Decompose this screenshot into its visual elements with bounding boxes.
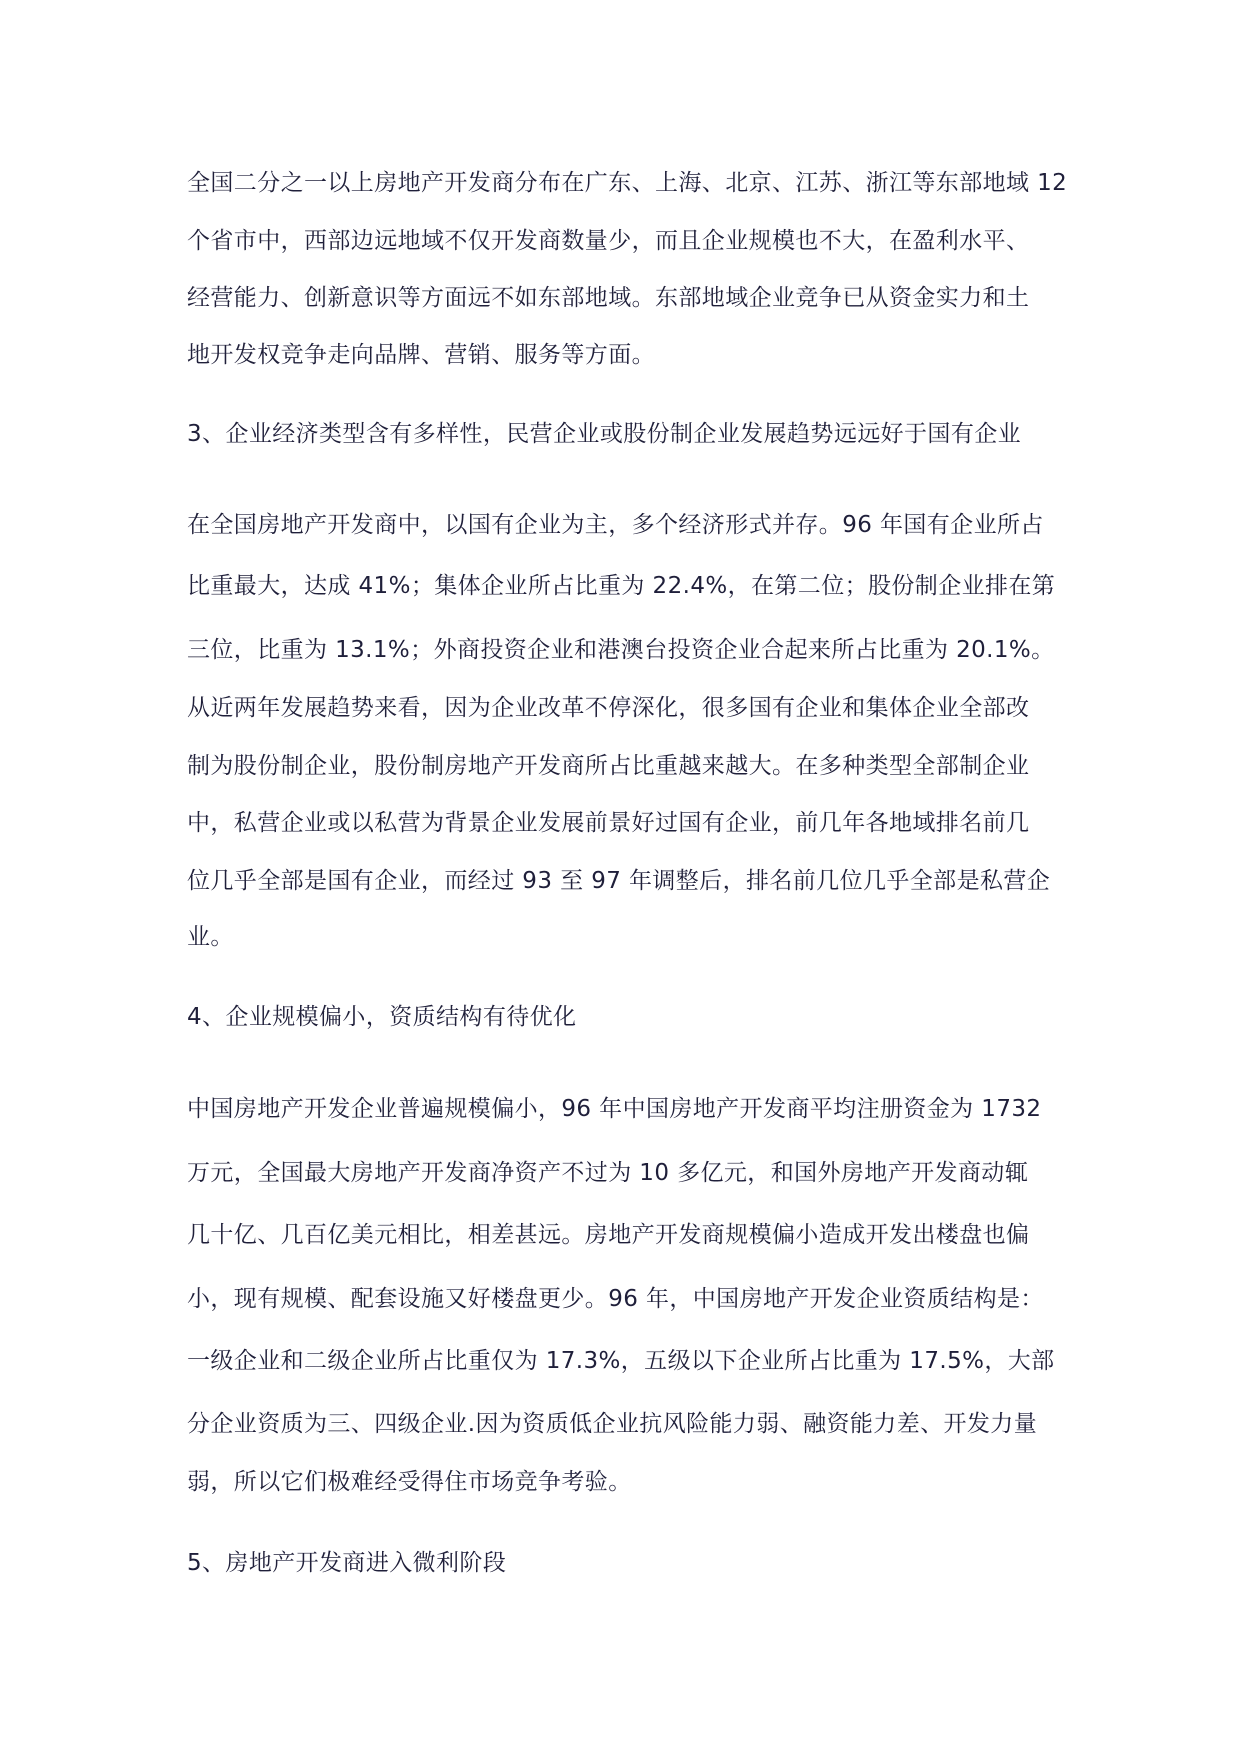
section-heading-4: 4、企业规模偏小，资质结构有待优化 bbox=[187, 1004, 577, 1030]
paragraph-line: 位几乎全部是国有企业，而经过 93 至 97 年调整后，排名前几位几乎全部是私营企 bbox=[187, 868, 1051, 894]
paragraph-line: 几十亿、几百亿美元相比，相差甚远。房地产开发商规模偏小造成开发出楼盘也偏 bbox=[187, 1222, 1030, 1248]
paragraph-line: 比重最大，达成 41%；集体企业所占比重为 22.4%，在第二位；股份制企业排在第 bbox=[187, 573, 1056, 599]
paragraph-line: 在全国房地产开发商中，以国有企业为主，多个经济形式并存。96 年国有企业所占 bbox=[187, 512, 1044, 538]
paragraph-line: 弱，所以它们极难经受得住市场竞争考验。 bbox=[187, 1469, 632, 1495]
paragraph-line: 全国二分之一以上房地产开发商分布在广东、上海、北京、江苏、浙江等东部地域 12 bbox=[187, 170, 1068, 196]
paragraph-line: 业。 bbox=[187, 924, 234, 950]
paragraph-line: 经营能力、创新意识等方面远不如东部地域。东部地域企业竞争已从资金实力和土 bbox=[187, 285, 1030, 311]
section-heading-5: 5、房地产开发商进入微利阶段 bbox=[187, 1550, 507, 1576]
paragraph-line: 地开发权竞争走向品牌、营销、服务等方面。 bbox=[187, 342, 655, 368]
paragraph-line: 从近两年发展趋势来看，因为企业改革不停深化，很多国有企业和集体企业全部改 bbox=[187, 695, 1030, 721]
paragraph-line: 中，私营企业或以私营为背景企业发展前景好过国有企业，前几年各地域排名前几 bbox=[187, 810, 1030, 836]
paragraph-line: 小，现有规模、配套设施又好楼盘更少。96 年，中国房地产开发企业资质结构是： bbox=[187, 1286, 1044, 1312]
paragraph-line: 个省市中，西部边远地域不仅开发商数量少，而且企业规模也不大，在盈利水平、 bbox=[187, 228, 1030, 254]
paragraph-line: 万元，全国最大房地产开发商净资产不过为 10 多亿元，和国外房地产开发商动辄 bbox=[187, 1160, 1029, 1186]
paragraph-line: 制为股份制企业，股份制房地产开发商所占比重越来越大。在多种类型全部制企业 bbox=[187, 753, 1030, 779]
paragraph-line: 分企业资质为三、四级企业.因为资质低企业抗风险能力弱、融资能力差、开发力量 bbox=[187, 1411, 1038, 1437]
paragraph-line: 中国房地产开发企业普遍规模偏小，96 年中国房地产开发商平均注册资金为 1732 bbox=[187, 1096, 1042, 1122]
section-heading-3: 3、企业经济类型含有多样性，民营企业或股份制企业发展趋势远远好于国有企业 bbox=[187, 421, 1022, 447]
paragraph-line: 一级企业和二级企业所占比重仅为 17.3%，五级以下企业所占比重为 17.5%，大部 bbox=[187, 1348, 1055, 1374]
paragraph-line: 三位，比重为 13.1%；外商投资企业和港澳台投资企业合起来所占比重为 20.1%。 bbox=[187, 637, 1055, 663]
